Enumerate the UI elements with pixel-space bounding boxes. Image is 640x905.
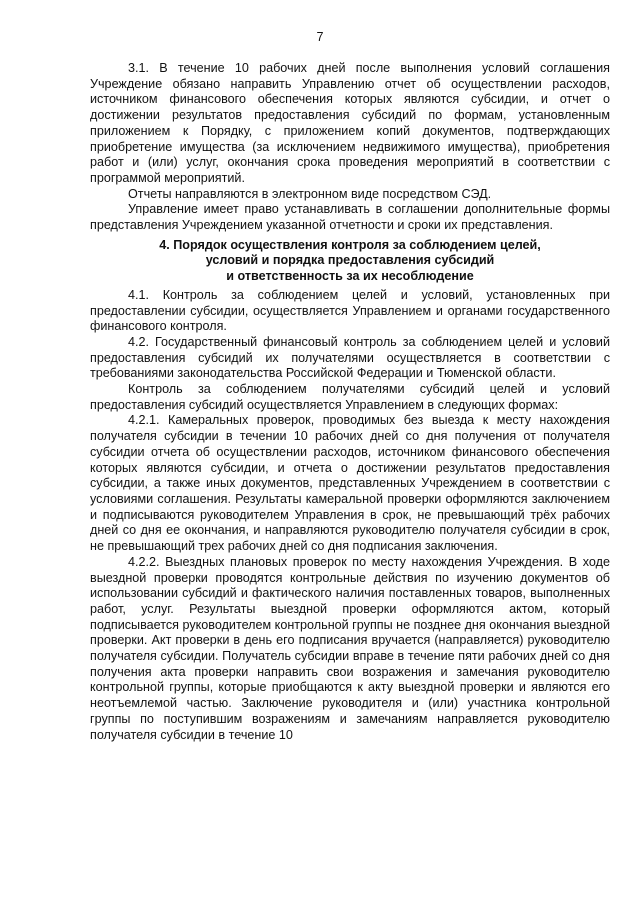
paragraph-3-1: 3.1. В течение 10 рабочих дней после выполнения условий соглашения Учреждение обязано направить Управлению отчет об осуществлении расходов, источником финансового обеспечения которых являются субсидии, и отчет о достижении результатов предоставления субсидий по формам, установленным приложением к Порядку, с приложением копий документов, подтверждающих приобретение имущества (за исключением недвижимого имущества), приобретения работ и (или) услуг, окончания срока проведения мероприятий в соответствии с программой мероприятий. [90,61,610,185]
paragraph-additional-forms: Управление имеет право устанавливать в соглашении дополнительные формы представления Учреждением указанной отчетности и сроки их представления. [90,202,610,233]
paragraph-4-2-1: 4.2.1. Камеральных проверок, проводимых без выезда к месту нахождения получателя субсидии в течении 10 рабочих дней со дня получения от получателя субсидии отчета об осуществлении расходов, источником финансового обеспечения которых являются субсидии, и отчета о достижении результатов предоставления субсидии, а также иных документов, представленных Учреждением в соответствии с условиями соглашения. Результаты камеральной проверки оформляются заключением и подписываются руководителем Управления в срок, не превышающий трёх рабочих дней со дня ее окончания, и направляются руководителю получателя субсидии в срок, не превышающий трех рабочих дней со дня подписания заключения. [90,413,610,554]
page-number: 7 [316,30,324,44]
section-4-heading: 4. Порядок осуществления контроля за соблюдением целей, условий и порядка предоставления субсидий и ответственность за их несоблюдение [159,237,541,284]
paragraph-4-2-2: 4.2.2. Выездных плановых проверок по месту нахождения Учреждения. В ходе выездной проверки проводятся контрольные действия по изучению документов об использовании субсидий и фактического наличия поставленных товаров, выполненных работ, услуг. Результаты выездной проверки оформляются актом, который подписывается руководителем контрольной группы не позднее дня окончания выездной проверки. Акт проверки в день его подписания вручается (направляется) руководителю получателя субсидии. Получатель субсидии вправе в течение пяти рабочих дней со дня получения акта проверки направить свои возражения и замечания руководителю контрольной группы, которые приобщаются к акту выездной проверки и являются его неотъемлемой частью. Заключение руководителя и (или) участника контрольной группы по поступившим возражениям и замечаниям направляется руководителю получателя субсидии в течение 10 [90,554,610,742]
paragraph-4-2: 4.2. Государственный финансовый контроль за соблюдением целей и условий предоставления субсидий их получателями осуществляется в соответствии с требованиями законодательства Российской Федерации и Тюменской области. [90,334,610,381]
paragraph-4-1: 4.1. Контроль за соблюдением целей и условий, установленных при предоставлении субсидии, осуществляется Управлением и органами государственного финансового контроля. [90,287,610,334]
paragraph-reports-sed: Отчеты направляются в электронном виде посредством СЭД. [128,186,492,201]
paragraph-control-forms: Контроль за соблюдением получателями субсидий целей и условий предоставления субсидий осуществляется Управлением в следующих формах: [90,382,610,412]
document-body [90,61,610,743]
